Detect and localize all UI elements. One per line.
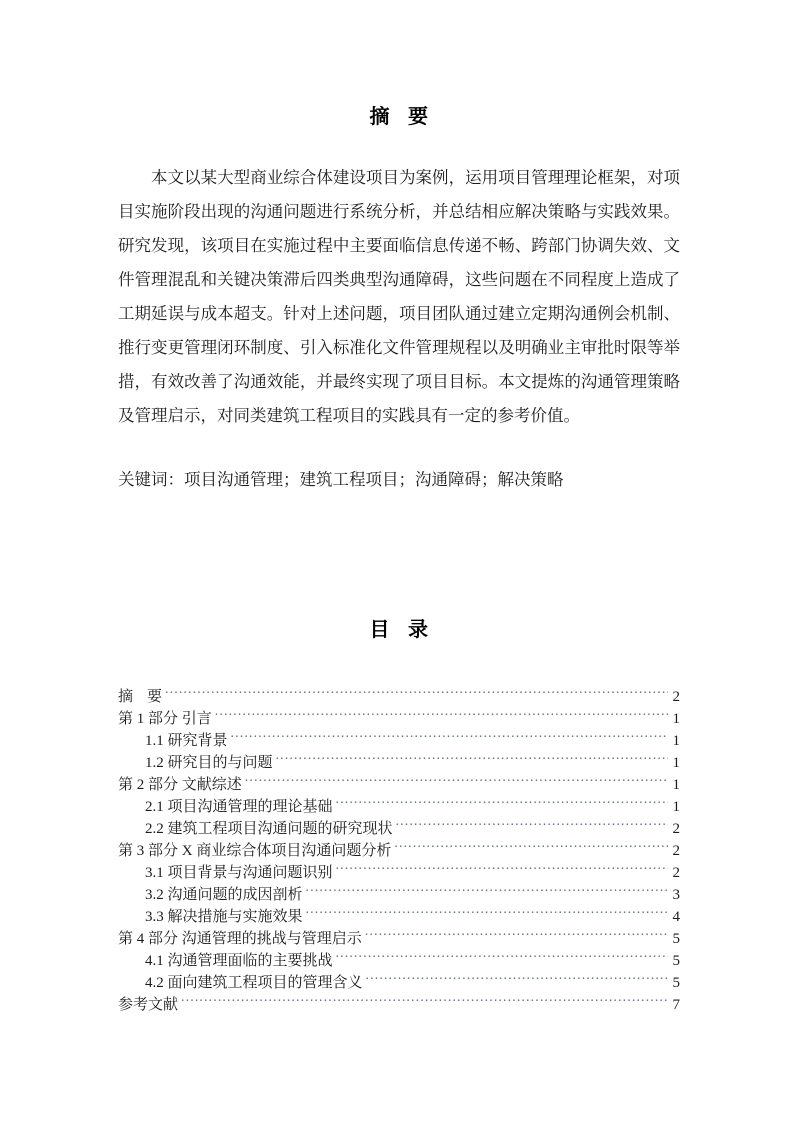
toc-entry-title: 4.2 面向建筑工程项目的管理含义: [145, 975, 363, 991]
toc-entry-title: 4.1 沟通管理面临的主要挑战: [145, 953, 333, 969]
toc-leader-dots: [336, 796, 668, 811]
toc-leader-dots: [336, 950, 668, 965]
toc-page-number: 7: [672, 997, 680, 1013]
toc-leader-dots: [336, 862, 668, 877]
toc-leader-dots: [396, 818, 668, 833]
toc-leader-dots: [394, 840, 668, 855]
page-content: [118, 0, 680, 1016]
toc-entry[interactable]: [118, 686, 680, 708]
toc-heading-char-1: 目: [369, 619, 390, 641]
toc-page-number: 5: [672, 975, 680, 991]
toc-entry-title: 参考文献: [118, 997, 179, 1013]
abstract-keywords: 关键词：项目沟通管理；建筑工程项目；沟通障碍；解决策略: [118, 470, 564, 489]
toc-page-number: 5: [672, 953, 680, 969]
toc-leader-dots: [306, 884, 668, 899]
toc-entry[interactable]: [118, 994, 680, 1016]
toc-page-number: 3: [672, 887, 680, 903]
toc-entry-title-part: 摘: [118, 689, 134, 705]
abstract-heading-char-2: 要: [408, 106, 429, 128]
toc-entry[interactable]: [118, 730, 680, 752]
toc-entry[interactable]: [118, 708, 680, 730]
toc-entry-title: 1.2 研究目的与问题: [145, 755, 273, 771]
toc-entry-title: 3.1 项目背景与沟通问题识别: [145, 865, 333, 881]
toc-list: [118, 686, 680, 1016]
toc-leader-dots: [365, 928, 668, 943]
toc-entry[interactable]: [118, 906, 680, 928]
toc-entry-title: 第 2 部分 文献综述: [118, 777, 242, 793]
toc-section: [118, 613, 680, 1016]
toc-page-number: 2: [672, 865, 680, 881]
toc-page-number: 2: [672, 821, 680, 837]
toc-page-number: 1: [672, 777, 680, 793]
toc-leader-dots: [276, 752, 668, 767]
toc-page-number: 1: [672, 799, 680, 815]
toc-entry[interactable]: [118, 818, 680, 840]
toc-page-number: 4: [672, 909, 680, 925]
toc-page-number: 5: [672, 931, 680, 947]
toc-entry-title: 1.1 研究背景: [145, 733, 228, 749]
toc-entry[interactable]: [118, 972, 680, 994]
toc-entry-title: 2.1 项目沟通管理的理论基础: [145, 799, 333, 815]
toc-entry[interactable]: [118, 752, 680, 774]
toc-leader-dots: [165, 686, 668, 701]
abstract-paragraph: 本文以某大型商业综合体建设项目为案例，运用项目管理理论框架，对项目实施阶段出现的沟通问题进行系统分析，并总结相应解决策略与实践效果。研究发现，该项目在实施过程中主要面临信息传递不畅、跨部门协调失效、文件管理混乱和关键决策滞后四类典型沟通障碍，这些问题在不同程度上造成了工期延误与成本超支。针对上述问题，项目团队通过建立定期沟通例会机制、推行变更管理闭环制度、引入标准化文件管理规程以及明确业主审批时限等举措，有效改善了沟通效能，并最终实现了项目目标。本文提炼的沟通管理策略及管理启示，对同类建筑工程项目的实践具有一定的参考价值。: [118, 168, 680, 425]
toc-leader-dots: [245, 774, 668, 789]
toc-entry-title: 第 3 部分 X 商业综合体项目沟通问题分析: [118, 843, 392, 859]
toc-heading-char-2: 录: [408, 619, 429, 641]
abstract-heading: [118, 100, 680, 129]
toc-entry[interactable]: [118, 774, 680, 796]
toc-leader-dots: [231, 730, 668, 745]
toc-page-number: 2: [672, 843, 680, 859]
toc-entry[interactable]: [118, 840, 680, 862]
toc-entry[interactable]: [118, 796, 680, 818]
toc-entry-title: 3.3 解决措施与实施效果: [145, 909, 303, 925]
toc-entry-title: [118, 687, 164, 708]
toc-entry[interactable]: [118, 862, 680, 884]
toc-leader-dots: [366, 972, 668, 987]
toc-entry-title: 2.2 建筑工程项目沟通问题的研究现状: [145, 821, 393, 837]
toc-entry-title: 第 4 部分 沟通管理的挑战与管理启示: [118, 931, 362, 947]
abstract-heading-char-1: 摘: [369, 106, 390, 128]
toc-leader-dots: [181, 994, 668, 1009]
abstract-section: [118, 100, 680, 497]
toc-entry-title: 第 1 部分 引言: [118, 711, 212, 727]
toc-page-number: 1: [672, 733, 680, 749]
toc-entry-title: 3.2 沟通问题的成因剖析: [145, 887, 303, 903]
toc-entry[interactable]: [118, 950, 680, 972]
toc-leader-dots: [215, 708, 668, 723]
toc-page-number: 1: [672, 711, 680, 727]
toc-entry[interactable]: [118, 884, 680, 906]
toc-leader-dots: [306, 906, 668, 921]
toc-heading: [118, 613, 680, 642]
toc-entry[interactable]: [118, 928, 680, 950]
toc-page-number: 2: [672, 689, 680, 705]
toc-page-number: 1: [672, 755, 680, 771]
toc-entry-title-part: 要: [147, 689, 163, 705]
